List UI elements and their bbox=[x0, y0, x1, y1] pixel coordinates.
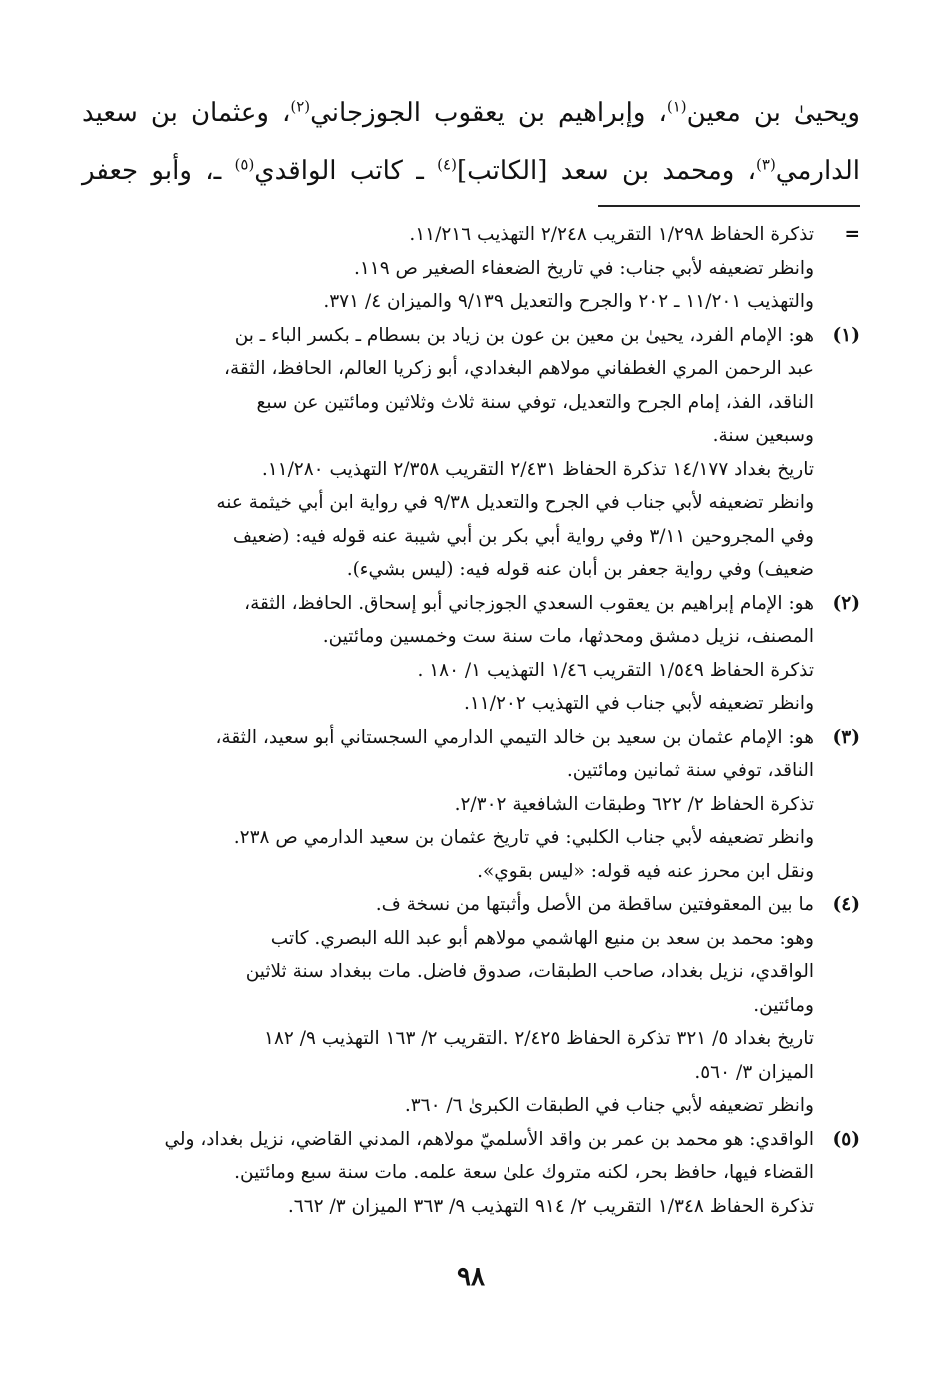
footnote-line: وانظر تضعيفه لأبي جناب في الجرح والتعديل ٩/٣٨ في رواية ابن أبي خيثمة عنه bbox=[216, 492, 814, 513]
main-text-segment: ويحيىٰ بن معين bbox=[686, 98, 860, 128]
footnote-line: الناقد، توفي سنة ثمانين ومائتين. bbox=[566, 760, 814, 781]
footnote-line: هو: الإمام الفرد، يحيىٰ بن معين بن عون بن زياد بن بسطام ـ بكسر الباء ـ بن bbox=[234, 324, 814, 346]
footnote-line: وانظر تضعيفه لأبي جناب في التهذيب ١١/٢٠٢. bbox=[463, 693, 814, 714]
footnote-line: ضعيف) وفي رواية جعفر بن أبان عنه قوله فيه: (ليس بشيء). bbox=[346, 559, 814, 580]
footnote-number: (٤) bbox=[832, 894, 860, 915]
footnote-line: والتهذيب ١١/٢٠١ ـ ٢٠٢ والجرح والتعديل ٩/١٣٩ والميزان ٤/ ٣٧١. bbox=[323, 291, 814, 312]
footnote-line: المصنف، نزيل دمشق ومحدثها، مات سنة ست وخمسين ومائتين. bbox=[322, 626, 814, 647]
footnote-number: (١) bbox=[832, 324, 860, 346]
page-number: ٩٨ bbox=[457, 1262, 485, 1292]
main-text-segment: ـ كاتب الواقدي bbox=[254, 156, 438, 186]
footnote-number: = bbox=[844, 224, 860, 245]
footnote-line: عبد الرحمن المري الغطفاني مولاهم البغدادي، أبو زكريا العالم، الحافظ، الثقة، bbox=[223, 358, 814, 379]
footnote-line: ما بين المعقوفتين ساقطة من الأصل وأثبتها من نسخة ف. bbox=[375, 894, 814, 915]
footnote-line: وهو: محمد بن سعد بن منيع الهاشمي مولاهم أبو عبد الله البصري. كاتب bbox=[270, 927, 814, 949]
footnote bbox=[82, 888, 860, 1123]
footnote-line: تذكرة الحفاظ ١/٢٩٨ التقريب ٢/٢٤٨ التهذيب ١١/٢١٦. bbox=[409, 224, 814, 245]
footnote-line: تاريخ بغداد ٥/ ٣٢١ تذكرة الحفاظ ٢/٤٢٥ .التقريب ٢/ ١٦٣ التهذيب ٩/ ١٨٢ bbox=[264, 1028, 814, 1049]
footnote-line: الواقدي: هو محمد بن عمر بن واقد الأسلميّ مولاهم، المدني القاضي، نزيل بغداد، ولي bbox=[164, 1128, 814, 1150]
footnote-line: القضاء فيها، حافظ بحر، لكنه متروك علىٰ سعة علمه. مات سنة سبع ومائتين. bbox=[234, 1162, 814, 1183]
footnotes bbox=[82, 218, 860, 1223]
main-text-line-2 bbox=[82, 142, 860, 200]
main-text-line-1 bbox=[82, 84, 860, 142]
footnote-ref-5[interactable]: (٥) bbox=[234, 155, 255, 174]
footnote bbox=[82, 587, 860, 721]
main-text-segment: ـ، وأبو جعفر bbox=[82, 156, 235, 186]
footnote-line: تذكرة الحفاظ ١/٣٤٨ التقريب ٢/ ٩١٤ التهذيب ٩/ ٣٦٣ الميزان ٣/ ٦٦٢. bbox=[287, 1195, 814, 1217]
footnote-line: ونقل ابن محرز عنه فيه قوله: «ليس بقوي». bbox=[477, 860, 814, 882]
footnote-line: هو: الإمام عثمان بن سعيد بن خالد التيمي الدارمي السجستاني أبو سعيد، الثقة، bbox=[215, 726, 814, 748]
footnote-number: (٥) bbox=[832, 1128, 860, 1150]
footnote bbox=[82, 319, 860, 587]
footnote-line: وفي المجروحين ٣/١١ وفي رواية أبي بكر بن أبي شيبة عنه قوله فيه: (ضعيف bbox=[232, 525, 814, 547]
main-text-segment: ، وعثمان بن سعيد bbox=[82, 98, 291, 128]
footnote-line: الميزان ٣/ ٥٦٠. bbox=[694, 1061, 814, 1083]
footnote-ref-4[interactable]: (٤) bbox=[437, 155, 457, 174]
main-text-segment: ، وإبراهيم بن يعقوب الجوزجاني bbox=[310, 98, 667, 128]
footnote-line: تذكرة الحفاظ ١/٥٤٩ التقريب ١/٤٦ التهذيب ١/ ١٨٠ . bbox=[417, 659, 814, 681]
footnote-ref-2[interactable]: (٢) bbox=[290, 97, 311, 116]
footnote bbox=[82, 1123, 860, 1224]
footnote-line: تاريخ بغداد ١٤/١٧٧ تذكرة الحفاظ ٢/٤٣١ التقريب ٢/٣٥٨ التهذيب ١١/٢٨٠. bbox=[261, 458, 814, 480]
main-text-segment: ، ومحمد بن سعد [الكاتب] bbox=[456, 156, 757, 186]
footnote-ref-1[interactable]: (١) bbox=[666, 97, 687, 116]
footnote-line: الناقد، الفذ، إمام الجرح والتعديل، توفي سنة ثلاث وثلاثين ومائتين عن سبع bbox=[256, 391, 814, 413]
footnote-line: وسبعين سنة. bbox=[712, 425, 814, 446]
main-text-segment: الدارمي bbox=[775, 156, 860, 186]
footnote bbox=[82, 721, 860, 889]
footnote-divider bbox=[598, 205, 860, 207]
footnote-line: تذكرة الحفاظ ٢/ ٦٢٢ وطبقات الشافعية ٢/٣٠٢. bbox=[454, 793, 814, 815]
footnote-line: وانظر تضعيفه لأبي جناب الكلبي: في تاريخ عثمان بن سعيد الدارمي ص ٢٣٨. bbox=[233, 827, 814, 848]
footnote-line: ومائتين. bbox=[753, 994, 814, 1016]
footnote bbox=[82, 218, 860, 319]
footnote-number: (٢) bbox=[832, 592, 860, 614]
footnote-line: وانظر تضعيفه لأبي جناب في الطبقات الكبرىٰ ٦/ ٣٦٠. bbox=[404, 1095, 814, 1116]
footnote-line: وانظر تضعيفه لأبي جناب: في تاريخ الضعفاء الصغير ص ١١٩. bbox=[353, 257, 814, 279]
footnote-number: (٣) bbox=[832, 726, 860, 748]
footnote-line: الواقدي، نزيل بغداد، صاحب الطبقات، صدوق فاضل. مات ببغداد سنة ثلاثين bbox=[245, 961, 814, 982]
main-text bbox=[82, 84, 860, 200]
footnote-line: هو: الإمام إبراهيم بن يعقوب السعدي الجوزجاني أبو إسحاق. الحافظ، الثقة، bbox=[244, 592, 814, 614]
footnote-ref-3[interactable]: (٣) bbox=[756, 155, 776, 174]
